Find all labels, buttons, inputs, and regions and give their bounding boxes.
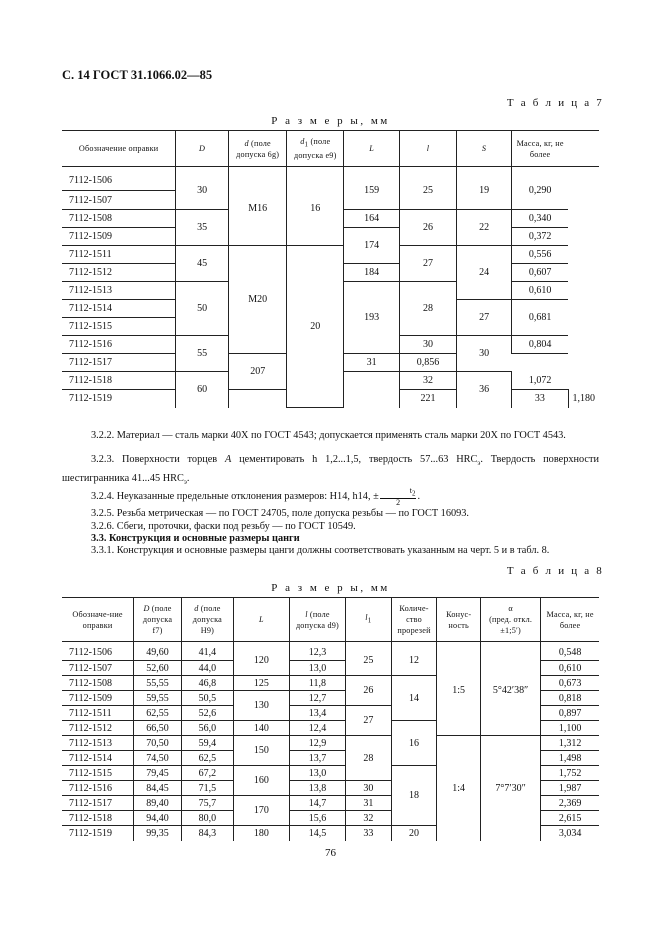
- cell-L: 130: [233, 691, 289, 721]
- cell-d: 52,6: [181, 706, 233, 721]
- cell-D: 66,50: [134, 721, 182, 736]
- th-L: L: [344, 131, 400, 167]
- cell-S: 24: [456, 246, 511, 300]
- cell-D: 50: [176, 282, 229, 336]
- cell-mass: 0,290: [512, 172, 568, 210]
- cell-designation: 7112-1509: [62, 228, 176, 246]
- cell-L: 193: [344, 282, 400, 354]
- page-number: 76: [325, 847, 336, 859]
- cell-l: 14,5: [289, 826, 345, 841]
- cell-L: 184: [344, 264, 400, 282]
- cell-mass: 1,498: [541, 751, 599, 766]
- cell-d: 44,0: [181, 661, 233, 676]
- cell-D: 55,55: [134, 676, 182, 691]
- cell-d: 59,4: [181, 736, 233, 751]
- th-S: S: [456, 131, 511, 167]
- table7-label: Т а б л и ц а 7: [506, 97, 604, 109]
- cell-d: 62,5: [181, 751, 233, 766]
- cell-D: 60: [176, 372, 229, 408]
- cell-designation: 7112-1511: [62, 706, 134, 721]
- cell-l: 12,4: [289, 721, 345, 736]
- cell-d: 41,4: [181, 646, 233, 661]
- cell-designation: 7112-1513: [62, 282, 176, 300]
- cell-L: 159: [344, 172, 400, 210]
- cell-L: 221: [400, 390, 457, 408]
- p324-text: 3.2.4. Неуказанные предельные отклонения размеров: Н14, h14, ±: [91, 491, 379, 503]
- table-row: [62, 246, 599, 264]
- cell-mass: 1,312: [541, 736, 599, 751]
- th-designation: Обозначение оправки: [78, 144, 159, 153]
- cell-mass: 3,034: [541, 826, 599, 841]
- th-D: [134, 598, 182, 642]
- cell-mass: 1,180: [568, 390, 599, 408]
- th-taper: Конус-ность: [437, 598, 481, 642]
- cell-designation: 7112-1517: [62, 796, 134, 811]
- cell-S: 36: [456, 372, 511, 408]
- th-alpha-text: (пред. откл. ±1;5′): [489, 615, 533, 635]
- cell-D: 52,60: [134, 661, 182, 676]
- cell-designation: 7112-1515: [62, 766, 134, 781]
- cell-l1: 32: [346, 811, 392, 826]
- cell-designation: 7112-1517: [62, 354, 176, 372]
- cell-mass: 0,548: [541, 646, 599, 661]
- th-D-symbol: D: [143, 604, 150, 613]
- table-7: [62, 130, 599, 408]
- cell-l1: 33: [346, 826, 392, 841]
- cell-L: 125: [233, 676, 289, 691]
- th-d1-symbol: d: [300, 136, 305, 146]
- cell-l: 12,9: [289, 736, 345, 751]
- cell-mass: 0,610: [541, 661, 599, 676]
- table-row: [62, 646, 599, 661]
- cell-L: 164: [344, 210, 400, 228]
- cell-alpha: 5°42′38″: [480, 646, 540, 736]
- p323-end: .: [186, 473, 190, 485]
- p323-sub2: э: [183, 478, 187, 487]
- cell-mass: 0,372: [512, 228, 568, 246]
- th-l1: [346, 598, 392, 642]
- cell-designation: 7112-1519: [69, 393, 112, 405]
- cell-l: 12,3: [289, 646, 345, 661]
- cell-l: 13,4: [289, 706, 345, 721]
- cell-l: 28: [400, 282, 457, 336]
- cell-designation: 7112-1512: [62, 264, 176, 282]
- cell-mass: 0,340: [512, 210, 568, 228]
- th-D-text: (поле допуска f7): [142, 604, 173, 635]
- cell-l1: 26: [346, 676, 392, 706]
- th-d: [181, 598, 233, 642]
- cell-D: 49,60: [134, 646, 182, 661]
- cell-D: 89,40: [134, 796, 182, 811]
- cell-d: M20: [228, 246, 286, 354]
- cell-D: 74,50: [134, 751, 182, 766]
- cell-L: 150: [233, 736, 289, 766]
- th-d1: [287, 131, 344, 167]
- cell-l: 12,7: [289, 691, 345, 706]
- cell-l1: 31: [346, 796, 392, 811]
- cell-designation: 7112-1512: [62, 721, 134, 736]
- cell-d1: 16: [287, 172, 344, 246]
- cell-S: 22: [456, 210, 511, 246]
- th-d-symbol: d: [244, 138, 249, 148]
- cell-designation: 7112-1511: [62, 246, 176, 264]
- th-d: [228, 131, 286, 167]
- th-designation: Обозначе-ние оправки: [72, 609, 123, 630]
- paragraph-3-3-1: 3.3.1. Конструкция и основные размеры цанги должны соответствовать указанным на черт. 5 и в табл. 8.: [91, 545, 550, 556]
- p323-sub: э: [477, 459, 481, 468]
- cell-designation: 7112-1513: [62, 736, 134, 751]
- cell-d: 67,2: [181, 766, 233, 781]
- table7-caption: Р а з м е р ы, мм: [271, 115, 390, 127]
- cell-mass: 0,681: [512, 300, 568, 336]
- th-l: l: [400, 131, 457, 167]
- frac-num: t: [409, 486, 412, 495]
- cell-mass: 1,072: [512, 372, 568, 390]
- cell-mass: 0,607: [512, 264, 568, 282]
- cell-D: 70,50: [134, 736, 182, 751]
- cell-mass: 1,987: [541, 781, 599, 796]
- cell-L: 140: [233, 721, 289, 736]
- cell-mass: 1,100: [541, 721, 599, 736]
- cell-slots: 18: [391, 766, 437, 826]
- th-l1-sub: 1: [367, 616, 372, 625]
- th-l-symbol: l: [305, 609, 308, 619]
- th-mass: Масса, кг, не более: [512, 131, 568, 167]
- cell-mass: 0,556: [512, 246, 568, 264]
- th-d1-sub: 1: [304, 140, 309, 149]
- table8-caption: Р а з м е р ы, мм: [271, 582, 390, 594]
- th-L: L: [233, 598, 289, 642]
- th-l: [289, 598, 345, 642]
- cell-D: 55: [176, 336, 229, 372]
- cell-D: 94,40: [134, 811, 182, 826]
- cell-l: 15,6: [289, 811, 345, 826]
- cell-l: 25: [400, 172, 457, 210]
- cell-mass: 0,818: [541, 691, 599, 706]
- cell-taper: 1:4: [437, 736, 481, 841]
- cell-d: 56,0: [181, 721, 233, 736]
- cell-designation: 7112-1507: [62, 191, 176, 210]
- cell-designation: 7112-1508: [62, 210, 176, 228]
- th-alpha-symbol: α: [508, 604, 513, 613]
- p323-A: А: [224, 454, 232, 465]
- paragraph-3-2-5: 3.2.5. Резьба метрическая — по ГОСТ 24705, поле допуска резьбы — по ГОСТ 16093.: [91, 508, 469, 519]
- cell-l1: 25: [346, 646, 392, 676]
- cell-designation: 7112-1516: [62, 336, 176, 354]
- cell-designation: 7112-1506: [62, 646, 134, 661]
- cell-l1: 28: [346, 736, 392, 781]
- cell-d: 84,3: [181, 826, 233, 841]
- cell-slots: 16: [391, 721, 437, 766]
- cell-designation: 7112-1516: [62, 781, 134, 796]
- table7-header-row: [62, 131, 599, 167]
- th-alpha: [480, 598, 540, 642]
- cell-L: 120: [233, 646, 289, 676]
- cell-slots: 12: [391, 646, 437, 676]
- table8-header-row: [62, 598, 599, 642]
- cell-D: 59,55: [134, 691, 182, 706]
- p323-text2: цементировать h 1,2...1,5, твердость 57...63 HRC: [231, 454, 478, 465]
- cell-slots: 14: [391, 676, 437, 721]
- cell-mass: 0,856: [400, 354, 457, 372]
- paragraph-3-2-2: 3.2.2. Материал — сталь марки 40Х по ГОСТ 4543; допускается применять сталь марки 20Х по ГОСТ 4543.: [91, 430, 566, 441]
- th-l1-symbol: l: [365, 613, 368, 623]
- th-D: D: [176, 131, 229, 167]
- th-d-symbol: d: [194, 604, 199, 613]
- cell-l: 13,7: [289, 751, 345, 766]
- cell-mass: 0,804: [512, 336, 568, 354]
- paragraph-3-2-6: 3.2.6. Сбеги, проточки, фаски под резьбу — по ГОСТ 10549.: [91, 521, 356, 532]
- cell-L: 207: [228, 354, 286, 390]
- cell-designation: 7112-1509: [62, 691, 134, 706]
- cell-designation: 7112-1506: [62, 172, 176, 191]
- th-d-text: (поле допуска 6g): [236, 138, 280, 159]
- cell-mass: 0,610: [512, 282, 568, 300]
- p324-end: .: [417, 491, 421, 503]
- cell-D: 30: [176, 172, 229, 210]
- cell-mass: 2,369: [541, 796, 599, 811]
- cell-D: 45: [176, 246, 229, 282]
- section-3-3-title: 3.3. Конструкция и основные размеры цанги: [91, 533, 300, 544]
- paragraph-3-2-3: [62, 452, 599, 490]
- cell-L: 174: [344, 228, 400, 264]
- th-d-text: (поле допуска H9): [192, 604, 223, 635]
- cell-S: 19: [456, 172, 511, 210]
- cell-D: 99,35: [134, 826, 182, 841]
- cell-L: 170: [233, 796, 289, 826]
- cell-l: 27: [400, 246, 457, 282]
- cell-l1: 30: [346, 781, 392, 796]
- p323-text: 3.2.3. Поверхности торцев: [91, 454, 225, 465]
- cell-designation: 7112-1519: [69, 827, 112, 839]
- cell-l: 32: [400, 372, 457, 390]
- cell-d: 71,5: [181, 781, 233, 796]
- table-row: [62, 736, 599, 751]
- cell-mass: 0,673: [541, 676, 599, 691]
- cell-slots: 20: [391, 826, 437, 841]
- th-slots: Количе-ство прорезей: [391, 598, 437, 642]
- th-d1-text: (поле допуска е9): [293, 136, 337, 161]
- cell-d1-empty: [228, 390, 286, 408]
- table-8: [62, 597, 599, 841]
- cell-S: 27: [456, 300, 511, 336]
- cell-mass: 2,615: [541, 811, 599, 826]
- cell-L: 180: [233, 826, 289, 841]
- cell-mass: 1,752: [541, 766, 599, 781]
- cell-d: 80,0: [181, 811, 233, 826]
- cell-d1: 20: [287, 246, 344, 408]
- cell-d: 75,7: [181, 796, 233, 811]
- cell-L: 160: [233, 766, 289, 796]
- cell-designation: 7112-1518: [62, 811, 134, 826]
- cell-l: 26: [400, 210, 457, 246]
- cell-D: 79,45: [134, 766, 182, 781]
- cell-D: 35: [176, 210, 229, 246]
- cell-l: 31: [344, 354, 400, 372]
- frac-num-sub: 2: [411, 489, 416, 498]
- cell-designation: 7112-1514: [62, 300, 176, 318]
- cell-mass: 0,897: [541, 706, 599, 721]
- table-row: [62, 172, 599, 191]
- th-l-text: (поле допуска d9): [295, 609, 339, 630]
- cell-l: 11,8: [289, 676, 345, 691]
- cell-designation: 7112-1514: [62, 751, 134, 766]
- fraction: [380, 487, 417, 507]
- cell-D: 84,45: [134, 781, 182, 796]
- cell-taper: 1:5: [437, 646, 481, 736]
- cell-d: 50,5: [181, 691, 233, 706]
- cell-S: 30: [456, 336, 511, 372]
- cell-l: 13,0: [289, 766, 345, 781]
- th-mass: Масса, кг, не более: [541, 598, 599, 642]
- frac-den: 2: [396, 497, 401, 507]
- cell-d: 46,8: [181, 676, 233, 691]
- cell-l: 30: [400, 336, 457, 354]
- page-header: С. 14 ГОСТ 31.1066.02—85: [62, 68, 213, 82]
- cell-l1: 27: [346, 706, 392, 736]
- cell-alpha: 7°7′30″: [480, 736, 540, 841]
- p323-text3: . Твердость поверхности шестигранника 41...45 HRC: [62, 454, 599, 485]
- paragraph-3-2-4: [62, 487, 599, 507]
- cell-l: 13,8: [289, 781, 345, 796]
- cell-l: 33: [512, 390, 568, 408]
- cell-designation: 7112-1508: [62, 676, 134, 691]
- cell-D: 62,55: [134, 706, 182, 721]
- cell-designation: 7112-1518: [62, 372, 176, 390]
- table8-label: Т а б л и ц а 8: [506, 565, 604, 577]
- cell-l: 13,0: [289, 661, 345, 676]
- cell-designation: 7112-1507: [62, 661, 134, 676]
- cell-d: M16: [228, 172, 286, 246]
- cell-designation: 7112-1515: [62, 318, 176, 336]
- cell-l: 14,7: [289, 796, 345, 811]
